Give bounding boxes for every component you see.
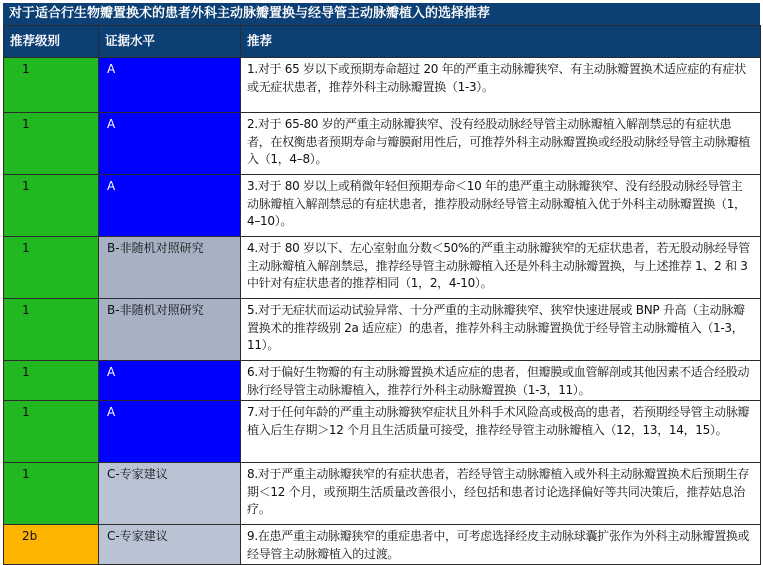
table-row — [4, 175, 761, 237]
table-row — [4, 237, 761, 299]
recommendation-text-cell: 4.对于 80 岁以下、左心室射血分数＜50%的严重主动脉瓣狭窄的无症状患者，若无股动脉经导管主动脉瓣植入解剖禁忌，推荐经导管主动脉瓣植入还是外科主动脉瓣置换，与上述推荐 1、2 和 3 中针对有症状患者的推荐相同（1，2，4-10）。 — [241, 237, 761, 299]
evidence-level-cell: B-非随机对照研究 — [99, 237, 241, 299]
evidence-level-cell: A — [99, 175, 241, 237]
recommendation-level-cell: 2b — [4, 525, 99, 565]
evidence-level-cell: A — [99, 361, 241, 401]
header-row — [4, 26, 761, 58]
evidence-level-cell: C-专家建议 — [99, 463, 241, 525]
table-row — [4, 113, 761, 175]
table-row — [4, 463, 761, 525]
recommendation-level-cell: 1 — [4, 175, 99, 237]
recommendation-level-cell: 1 — [4, 113, 99, 175]
recommendation-text-cell: 2.对于 65-80 岁的严重主动脉瓣狭窄、没有经股动脉经导管主动脉瓣植入解剖禁忌的有症状患者，在权衡患者预期寿命与瓣膜耐用性后，可推荐外科主动脉瓣置换或经股动脉经导管主动脉瓣植入（1，4–8）。 — [241, 113, 761, 175]
recommendation-text-cell: 9.在患严重主动脉瓣狭窄的重症患者中，可考虑选择经皮主动脉球囊扩张作为外科主动脉瓣置换或经导管主动脉瓣植入的过渡。 — [241, 525, 761, 565]
evidence-level-cell: B-非随机对照研究 — [99, 299, 241, 361]
recommendation-text-cell: 5.对于无症状而运动试验异常、十分严重的主动脉瓣狭窄、狭窄快速进展或 BNP 升高（主动脉瓣置换术的推荐级别 2a 适应症）的患者，推荐外科主动脉瓣置换优于经导管主动脉瓣植入（1-3，11）。 — [241, 299, 761, 361]
recommendation-table — [3, 25, 761, 565]
header-recommendation: 推荐 — [241, 26, 761, 58]
recommendation-level-cell: 1 — [4, 361, 99, 401]
recommendation-text-cell: 7.对于任何年龄的严重主动脉瓣狭窄症状且外科手术风险高或极高的患者，若预期经导管主动脉瓣植入后生存期＞12 个月且生活质量可接受，推荐经导管主动脉瓣植入（12，13，14，15）。 — [241, 401, 761, 463]
recommendation-text-cell: 8.对于严重主动脉瓣狭窄的有症状患者，若经导管主动脉瓣植入或外科主动脉瓣置换术后预期生存期＜12 个月，或预期生活质量改善很小，经包括和患者讨论选择偏好等共同决策后，推荐姑息治疗。 — [241, 463, 761, 525]
recommendation-level-cell: 1 — [4, 463, 99, 525]
recommendation-text-cell: 1.对于 65 岁以下或预期寿命超过 20 年的严重主动脉瓣狭窄、有主动脉瓣置换术适应症的有症状或无症状患者，推荐外科主动脉瓣置换（1-3）。 — [241, 58, 761, 113]
table-row — [4, 401, 761, 463]
table-row — [4, 299, 761, 361]
table-title: 对于适合行生物瓣置换术的患者外科主动脉瓣置换与经导管主动脉瓣植入的选择推荐 — [3, 3, 760, 25]
recommendation-level-cell: 1 — [4, 299, 99, 361]
table-row — [4, 525, 761, 565]
recommendation-level-cell: 1 — [4, 58, 99, 113]
recommendation-text-cell: 6.对于偏好生物瓣的有主动脉瓣置换术适应症的患者，但瓣膜或血管解剖或其他因素不适合经股动脉行经导管主动脉瓣植入，推荐行外科主动脉瓣置换（1-3，11）。 — [241, 361, 761, 401]
table-row — [4, 361, 761, 401]
table-row — [4, 58, 761, 113]
recommendation-level-cell: 1 — [4, 237, 99, 299]
evidence-level-cell: A — [99, 58, 241, 113]
header-level: 推荐级别 — [4, 26, 99, 58]
evidence-level-cell: A — [99, 113, 241, 175]
recommendation-text-cell: 3.对于 80 岁以上或稍微年轻但预期寿命＜10 年的患严重主动脉瓣狭窄、没有经股动脉经导管主动脉瓣植入解剖禁忌的有症状患者，推荐股动脉经导管主动脉瓣植入优于外科主动脉瓣置换（1，4–10）。 — [241, 175, 761, 237]
recommendation-level-cell: 1 — [4, 401, 99, 463]
evidence-level-cell: A — [99, 401, 241, 463]
evidence-level-cell: C-专家建议 — [99, 525, 241, 565]
header-evidence: 证据水平 — [99, 26, 241, 58]
